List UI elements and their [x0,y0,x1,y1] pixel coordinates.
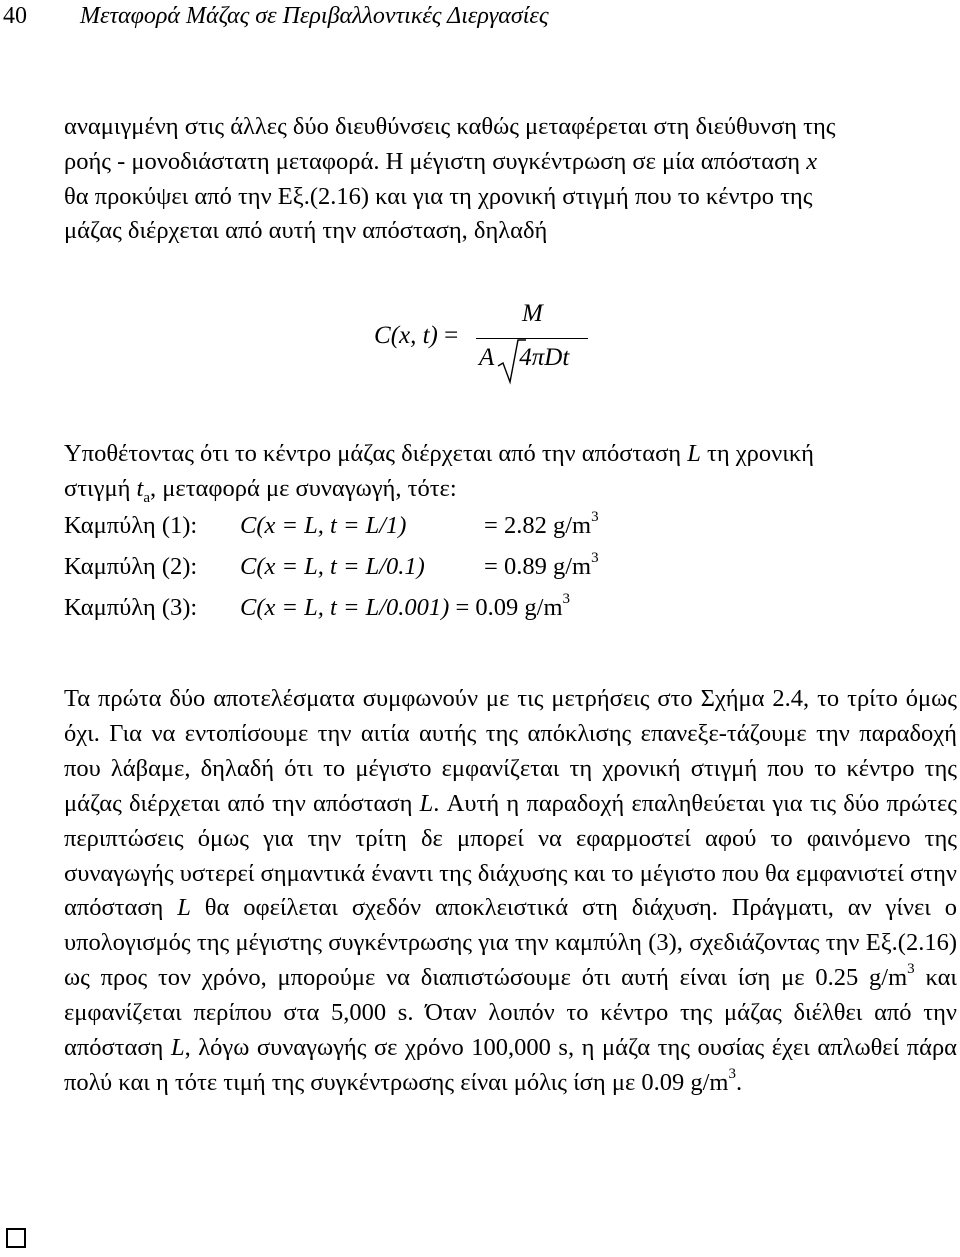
page-number: 40 [3,3,27,29]
equation-max-concentration [374,300,614,390]
intro-line-2: ροής - μονοδιάστατη μεταφορά. Η μέγιστη συγκέντρωση σε μία απόσταση x [64,147,818,175]
fraction-bar [476,338,588,339]
document-page: 40 Μεταφορά Μάζας σε Περιβαλλοντικές Διεργασίες αναμιγμένη στις άλλες δύο διευθύνσεις καθώς μεταφέρεται στη διεύθυνση της ροής - μονοδιάστατη μεταφορά. Η μέγιστη συγκέντρωση σε μία απόσταση x θα προκύψει από την Εξ.(2.16) και για τη χρονική στιγμή που το κέντρο της μάζας διέρχεται από αυτή την απόσταση, δηλαδή C(x, t) = M A 4πDt Υποθέτοντας ότι το κέντρο μάζας διέρχεται από την απόσταση L τη χρονική στιγμή $t_a$, μεταφορά με συναγωγή, τότε: Καμπύλη (1): C(x = L, t = L/1) = 2.82 $g/m^3$ Καμπύλη (2): C(x = L, t = L/0.1) = 0.89 $g/m^3$ Καμπύλη (3): C(x = L, t = L/0.001) = 0.09 $g/m^3$ Τα πρώτα δύο αποτελέσματα συμφωνούν με τις μετρήσεις στο Σχήμα 2.4, το τρίτο όμως όχι. Για να εντοπίσουμε την αιτία αυτής της απόκλισης επανεξε-τάζουμε την παραδοχή που λάβαμε, δηλαδή ότι το μέγιστο εμφανίζεται τη χρονική στιγμή που το κέντρο της μάζας διέρχεται από την απόσταση L. Αυτή η παραδοχή επαληθεύεται για τις δύο πρώτες περιπτώσεις όμως για την τρίτη δε μπορεί να εφαρμοστεί αφού το φαινόμενο της συναγωγής υστερεί σημαντικά έναντι της διάχυσης και το μέγιστο που θα εμφανιστεί στην απόσταση L θα οφείλεται σχεδόν αποκλειστικά στη διάχυση. Πράγματι, αν γίνει ο υπολογισμός της μέγιστης συγκέντρωσης για την καμπύλη (3), σχεδιάζοντας την Εξ.(2.16) ως προς τον χρόνο, μπορούμε να διαπιστώσουμε ότι αυτή είναι ίση με 0.25 $g/m^3$ και εμφανίζεται περίπου στα 5,000 s. Όταν λοιπόν το κέντρο της μάζας διέλθει από την απόσταση L, λόγω συναγωγής σε χρόνο 100,000 s, η μάζα της ουσίας έχει απλωθεί πάρα πολύ και η τότε τιμή της συγκέντρωσης είναι μόλις ίση με 0.09 $g/m^3$. [0,0,960,1257]
intro-line-3: θα προκύψει από την Εξ.(2.16) και για τη χρονική στιγμή που το κέντρο της [64,182,813,210]
assumption-paragraph [64,437,957,507]
equation-lhs: C(x, t) = [374,322,459,349]
sqrt-radical-icon [496,336,526,386]
equation-numerator: M [522,300,543,327]
checkbox-bullet-icon [6,1228,26,1248]
equation-denominator: A 4πDt [479,344,570,371]
page-header [0,3,960,37]
assumption-line-1: Υποθέτοντας ότι το κέντρο μάζας διέρχεται από την απόσταση L τη χρονική [64,440,814,467]
intro-paragraph [64,110,957,249]
intro-line-1: αναμιγμένη στις άλλες δύο διευθύνσεις καθώς μεταφέρεται στη διεύθυνση της [64,113,836,140]
running-title: Μεταφορά Μάζας σε Περιβαλλοντικές Διεργασίες [80,3,549,29]
assumption-line-2: στιγμή $t_a$, μεταφορά με συναγωγή, τότε: [64,474,457,506]
intro-line-4: μάζας διέρχεται από αυτή την απόσταση, δηλαδή [64,217,548,245]
conclusion-paragraph: Τα πρώτα δύο αποτελέσματα συμφωνούν με τις μετρήσεις στο Σχήμα 2.4, το τρίτο όμως όχι. Για να εντοπίσουμε την αιτία αυτής της απόκλισης επανεξε-τάζουμε την παραδοχή που λάβαμε, δηλαδή ότι το μέγιστο εμφανίζεται τη χρονική στιγμή που το κέντρο της μάζας διέρχεται από την απόσταση L. Αυτή η παραδοχή επαληθεύεται για τις δύο πρώτες περιπτώσεις όμως για την τρίτη δε μπορεί να εφαρμοστεί αφού το φαινόμενο της συναγωγής υστερεί σημαντικά έναντι της διάχυσης και το μέγιστο που θα εμφανιστεί στην απόσταση L θα οφείλεται σχεδόν αποκλειστικά στη διάχυση. Πράγματι, αν γίνει ο υπολογισμός της μέγιστης συγκέντρωσης για την καμπύλη (3), σχεδιάζοντας την Εξ.(2.16) ως προς τον χρόνο, μπορούμε να διαπιστώσουμε ότι αυτή είναι ίση με 0.25 $g/m^3$ και εμφανίζεται περίπου στα 5,000 s. Όταν λοιπόν το κέντρο της μάζας διέλθει από την απόσταση L, λόγω συναγωγής σε χρόνο 100,000 s, η μάζα της ουσίας έχει απλωθεί πάρα πολύ και η τότε τιμή της συγκέντρωσης είναι μόλις ίση με 0.09 $g/m^3$. [64,685,958,1096]
variable-x: x [806,147,818,175]
